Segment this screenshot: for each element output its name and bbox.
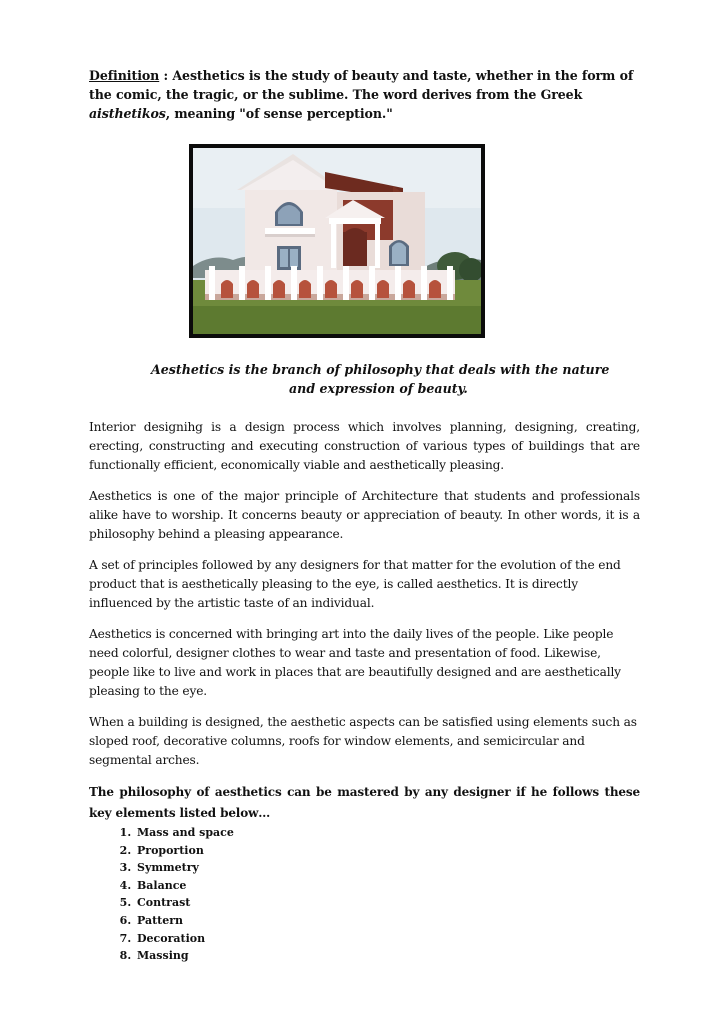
list-item: 3. Symmetry — [135, 859, 640, 877]
paragraph-daily-lives: Aesthetics is concerned with bringing art into the daily lives of the people. Like people need colorful, designer clothes to wear and taste and presentation of food. Likewise, people like to live and work in places that are beautifully designed and are aesthetically pleasing to the eye. — [89, 627, 621, 698]
house-photo — [189, 144, 485, 338]
definition-italic-word: aisthetikos — [89, 106, 166, 121]
caption-line-2: and expression of beauty. — [289, 381, 468, 396]
key-elements-list — [89, 824, 640, 965]
list-item: 1. Mass and space — [135, 824, 640, 842]
list-item: 5. Contrast — [135, 894, 640, 912]
body-text — [89, 418, 640, 965]
caption-line-1: Aesthetics is the branch of philosophy that deals with the nature — [151, 362, 610, 377]
paragraph-interior-design: Interior designihg is a design process which involves planning, designing, creating, erecting, constructing and executing construction of various types of buildings that are functionally efficient, economically viable and aesthetically pleasing. — [89, 420, 640, 472]
definition-separator: : — [159, 68, 173, 83]
document-page — [89, 66, 640, 963]
definition-term: Definition — [89, 68, 160, 83]
list-item: 8. Massing — [135, 947, 640, 965]
list-item: 7. Decoration — [135, 930, 640, 948]
image-caption — [89, 360, 640, 398]
definition-text-end: , meaning "of sense perception." — [165, 106, 393, 121]
paragraph-set-of-principles: A set of principles followed by any designers for that matter for the evolution of the end product that is aesthetically pleasing to the eye, is called aesthetics. It is directly influenced by the artistic taste of an individual. — [89, 558, 621, 610]
definition-paragraph — [89, 66, 640, 123]
list-item: 6. Pattern — [135, 912, 640, 930]
paragraph-architecture-principle: Aesthetics is one of the major principle of Architecture that students and professionals alike have to worship. It concerns beauty or appreciation of beauty. In other words, it is a philosophy behind a pleasing appearance. — [89, 489, 640, 541]
paragraph-building-design: When a building is designed, the aesthetic aspects can be satisfied using elements such as sloped roof, decorative columns, roofs for window elements, and semicircular and segmental arches. — [89, 715, 637, 767]
definition-text: Aesthetics is the study of beauty and taste, whether in the form of the comic, the tragic, or the sublime. The word derives from the Greek — [89, 68, 634, 102]
list-item: 4. Balance — [135, 877, 640, 895]
list-intro: The philosophy of aesthetics can be mastered by any designer if he follows these key elements listed below… — [89, 785, 640, 820]
list-item: 2. Proportion — [135, 842, 640, 860]
house-photo-illustration — [193, 148, 481, 334]
